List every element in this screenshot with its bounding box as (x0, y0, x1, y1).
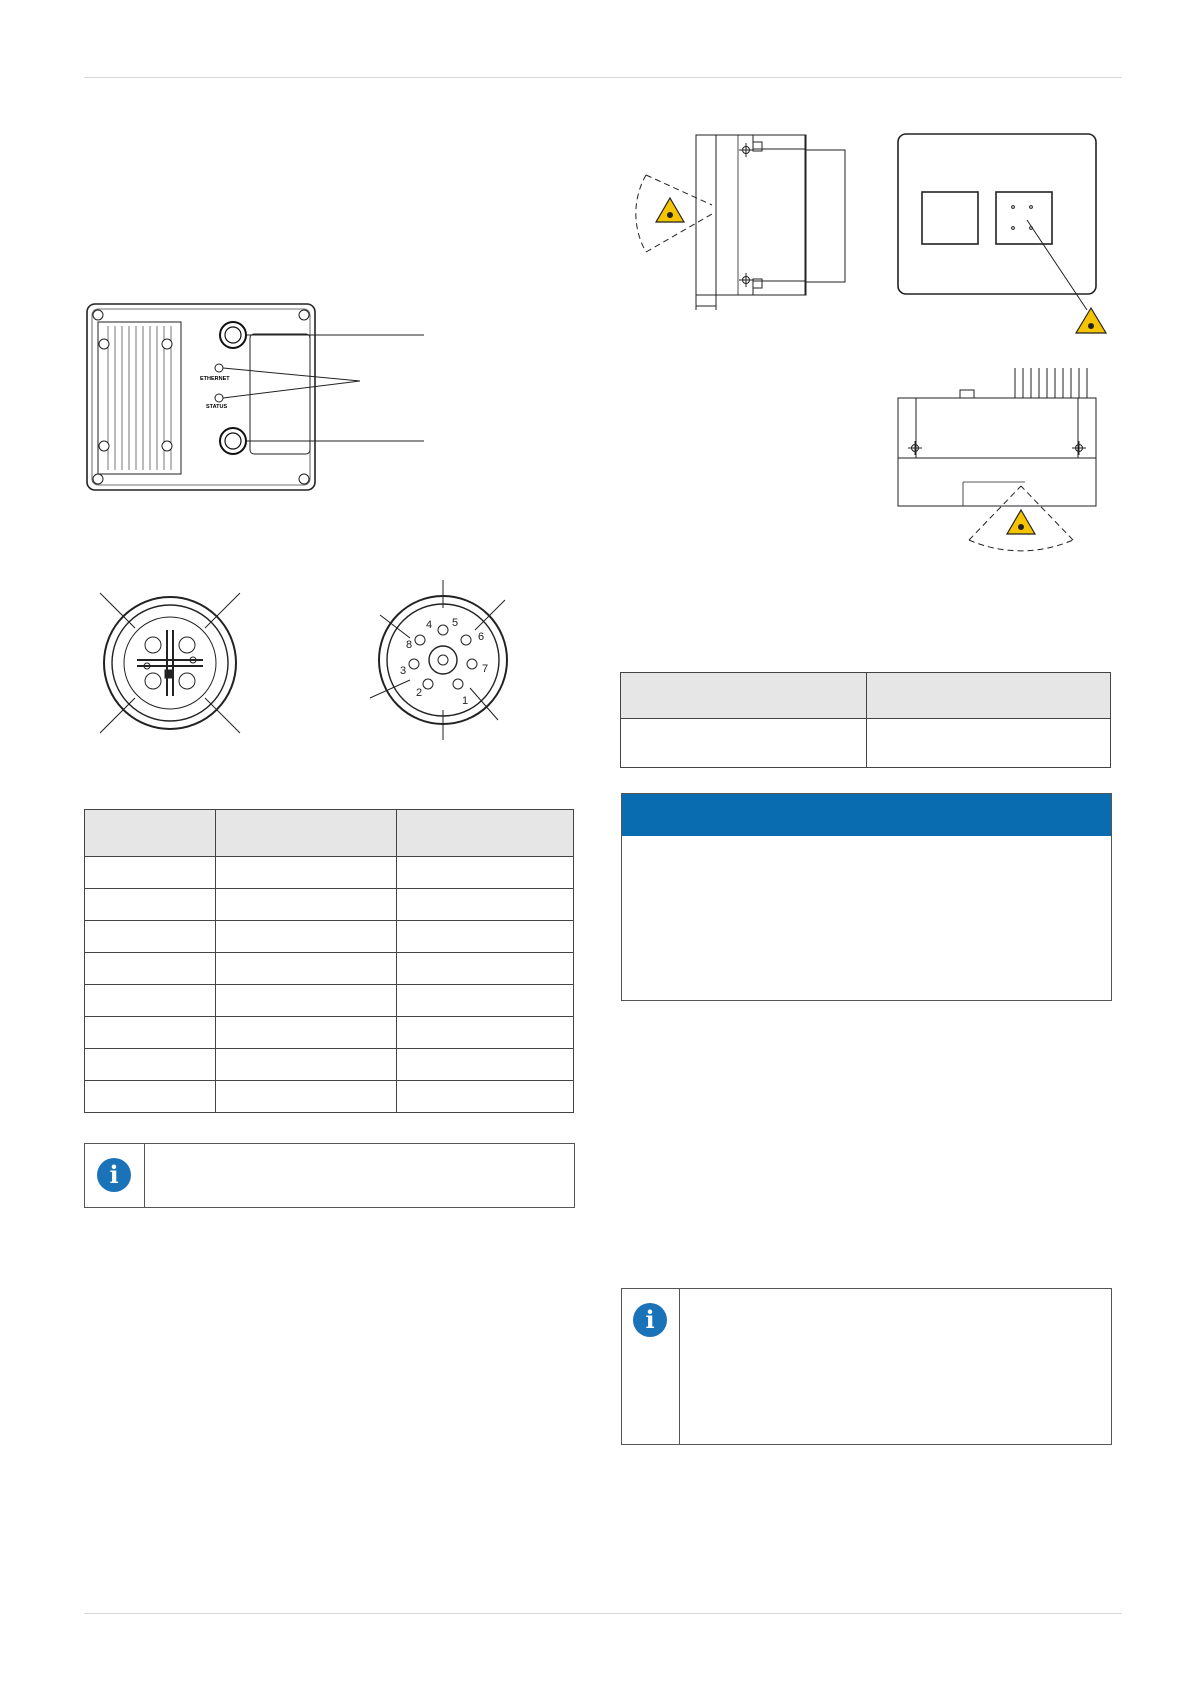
table-row (85, 857, 574, 889)
connector-right-pin: 4 (426, 619, 433, 631)
table-row (85, 1017, 574, 1049)
connector-right-pin: 3 (400, 665, 407, 677)
connector-right-pin: 5 (452, 617, 459, 629)
table-row (85, 921, 574, 953)
notice-header-bar (622, 794, 1111, 836)
table-header-cell (85, 810, 216, 857)
connector-right-pin: 8 (406, 639, 413, 651)
connector-right-pin: 6 (478, 631, 485, 643)
info-note-right (621, 1288, 1112, 1445)
status-led-label: STATUS (206, 404, 228, 410)
notice-box (621, 793, 1112, 1001)
header-rule (84, 77, 1122, 78)
table-row (85, 1049, 574, 1081)
footer-rule (84, 1613, 1122, 1614)
table-header-row (85, 810, 574, 857)
table-header-cell (621, 673, 867, 719)
info-icon: i (97, 1158, 131, 1192)
table-header-cell (867, 673, 1111, 719)
info-note-divider (679, 1289, 680, 1444)
ethernet-led-label: ETHERNET (200, 376, 230, 382)
connector-right-drawing (370, 580, 520, 740)
laser-warning-icon (1007, 510, 1035, 534)
table-header-cell (397, 810, 574, 857)
laser-warning-icon (656, 198, 684, 222)
table-row (85, 1081, 574, 1113)
table-row (85, 985, 574, 1017)
table-row (85, 953, 574, 985)
device-front-view-drawing (895, 130, 1115, 340)
device-side-view-drawing (615, 130, 845, 320)
right-data-table (620, 672, 1111, 768)
connector-right-pin: 7 (482, 663, 489, 675)
table-header-cell (216, 810, 397, 857)
connector-left-drawing (95, 588, 245, 738)
table-row (85, 889, 574, 921)
table-row (621, 719, 1111, 768)
pin-assignment-table (84, 809, 574, 1113)
connector-right-pin: 2 (416, 687, 423, 699)
info-note-left (84, 1143, 575, 1208)
connector-right-pin: 1 (462, 695, 469, 707)
laser-warning-icon (1076, 308, 1106, 333)
device-rear-view-drawing (84, 300, 434, 500)
table-header-row (621, 673, 1111, 719)
device-bottom-view-drawing (895, 360, 1115, 570)
info-icon: i (633, 1303, 667, 1337)
info-note-divider (144, 1144, 145, 1207)
